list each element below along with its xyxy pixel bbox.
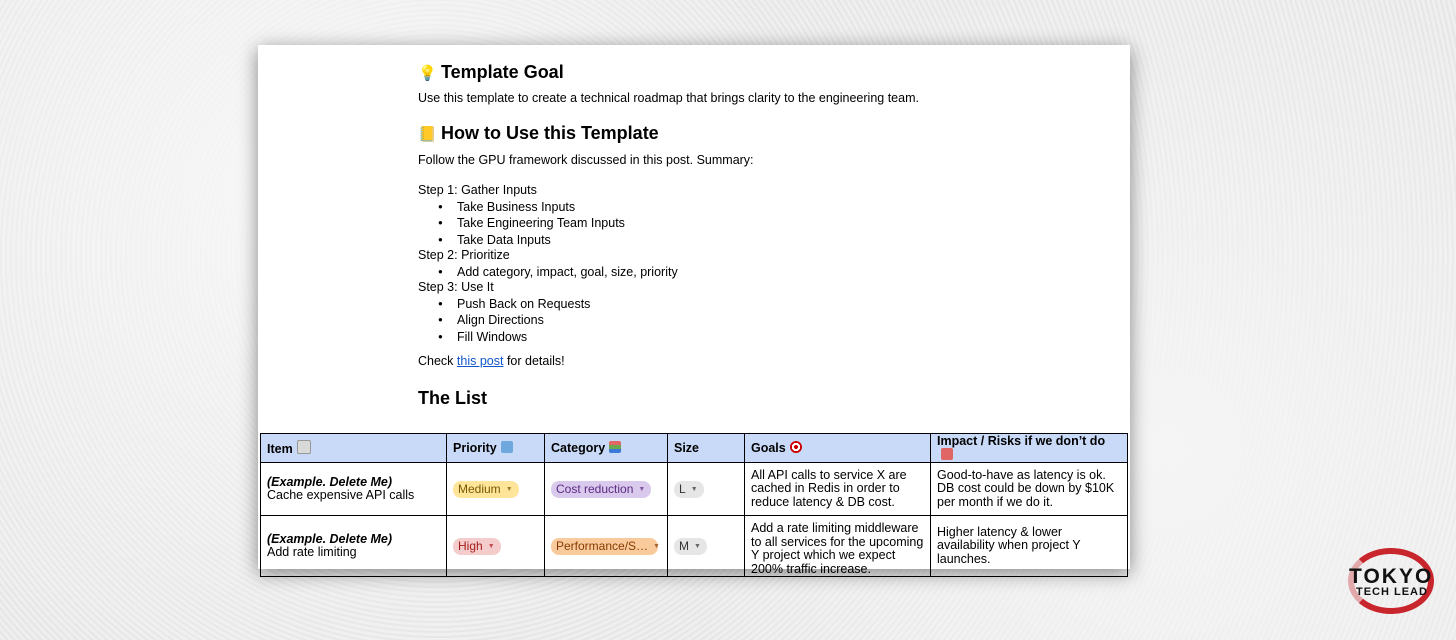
step-1-item: ● Take Data Inputs [418,232,678,249]
warning-card-icon [941,448,953,460]
lightbulb-icon: 💡 [418,64,437,82]
heading-the-list [418,388,487,409]
roadmap-table [260,433,1128,577]
notepad-icon: 📒 [418,125,437,143]
heading-how-to-use-text: How to Use this Template [441,123,659,143]
item-example-label: (Example. Delete Me) [267,474,393,489]
cell-priority[interactable] [447,516,545,577]
check-details-line [418,354,565,368]
size-dropdown-chip[interactable]: M ▼ [674,538,707,555]
table-row [261,516,1128,577]
priority-dropdown-chip[interactable]: High ▼ [453,538,501,555]
heading-the-list-text: The List [418,388,488,408]
header-goals[interactable]: Goals [745,434,931,463]
check-suffix: for details! [503,354,565,368]
cell-size[interactable] [668,463,745,516]
step-3-item: ● Push Back on Requests [418,296,678,313]
step-2-label: Step 2: Prioritize [418,248,510,262]
table-header-row [261,434,1128,463]
cell-item[interactable] [261,463,447,516]
step-3-label: Step 3: Use It [418,280,494,294]
size-dropdown-chip[interactable]: L ▼ [674,481,704,498]
cell-category[interactable] [545,516,668,577]
cell-goals[interactable]: All API calls to service X are cached in Redis in order to reduce latency & DB cost. [745,463,931,516]
category-dropdown-chip[interactable]: Cost reduction ▼ [551,481,651,498]
header-item[interactable]: Item [261,434,447,463]
logo-line-2: TECH LEAD [1356,586,1428,598]
check-prefix: Check [418,354,457,368]
cell-item[interactable] [261,516,447,577]
step-1-item: ● Take Engineering Team Inputs [418,215,678,232]
step-2-item: ● Add category, impact, goal, size, priority [418,264,678,281]
dropdown-caret-icon: ▼ [653,542,660,550]
item-example-label: (Example. Delete Me) [267,531,393,546]
header-priority[interactable]: Priority [447,434,545,463]
step-1-label: Step 1: Gather Inputs [418,183,537,197]
dropdown-caret-icon: ▼ [690,485,698,493]
this-post-link[interactable]: this post [456,354,504,368]
cell-size[interactable] [668,516,745,577]
dropdown-caret-icon: ▼ [487,542,495,550]
priority-dropdown-chip[interactable]: Medium ▼ [453,481,519,498]
step-3-item: ● Align Directions [418,312,678,329]
steps-list [418,183,678,345]
cell-category[interactable] [545,463,668,516]
heading-template-goal [418,62,564,83]
step-3-item: ● Fill Windows [418,329,678,346]
memo-icon [297,440,311,454]
document-page [258,45,1130,576]
table-row [261,463,1128,516]
dropdown-caret-icon: ▼ [505,485,513,493]
item-name: Add rate limiting [267,545,357,559]
cell-impact[interactable]: Good-to-have as latency is ok. DB cost could be down by $10K per month if we do it. [931,463,1128,516]
cell-priority[interactable] [447,463,545,516]
heading-how-to-use [418,123,659,144]
header-impact[interactable]: Impact / Risks if we don’t do [931,434,1128,463]
target-icon [790,441,802,453]
category-dropdown-chip[interactable]: Performance/S… ▼ [551,538,658,555]
header-category[interactable]: Category [545,434,668,463]
step-1-item: ● Take Business Inputs [418,199,678,216]
logo-line-1: TOKYO [1349,565,1434,588]
tokyo-tech-lead-logo [1346,548,1442,618]
heading-template-goal-text: Template Goal [441,62,564,82]
cell-goals[interactable]: Add a rate limiting middleware to all services for the upcoming Y project which we expect 200% traffic increase. [745,516,931,577]
dropdown-caret-icon: ▼ [694,542,701,550]
how-to-intro: Follow the GPU framework discussed in this post. Summary: [418,153,754,167]
cell-impact[interactable]: Higher latency & lower availability when project Y launches. [931,516,1128,577]
up-arrow-icon [501,441,513,453]
dropdown-caret-icon: ▼ [638,485,646,493]
header-size[interactable]: Size [668,434,745,463]
books-icon [609,441,621,453]
goal-text: Use this template to create a technical roadmap that brings clarity to the engineering team. [418,91,919,105]
item-name: Cache expensive API calls [267,488,415,502]
